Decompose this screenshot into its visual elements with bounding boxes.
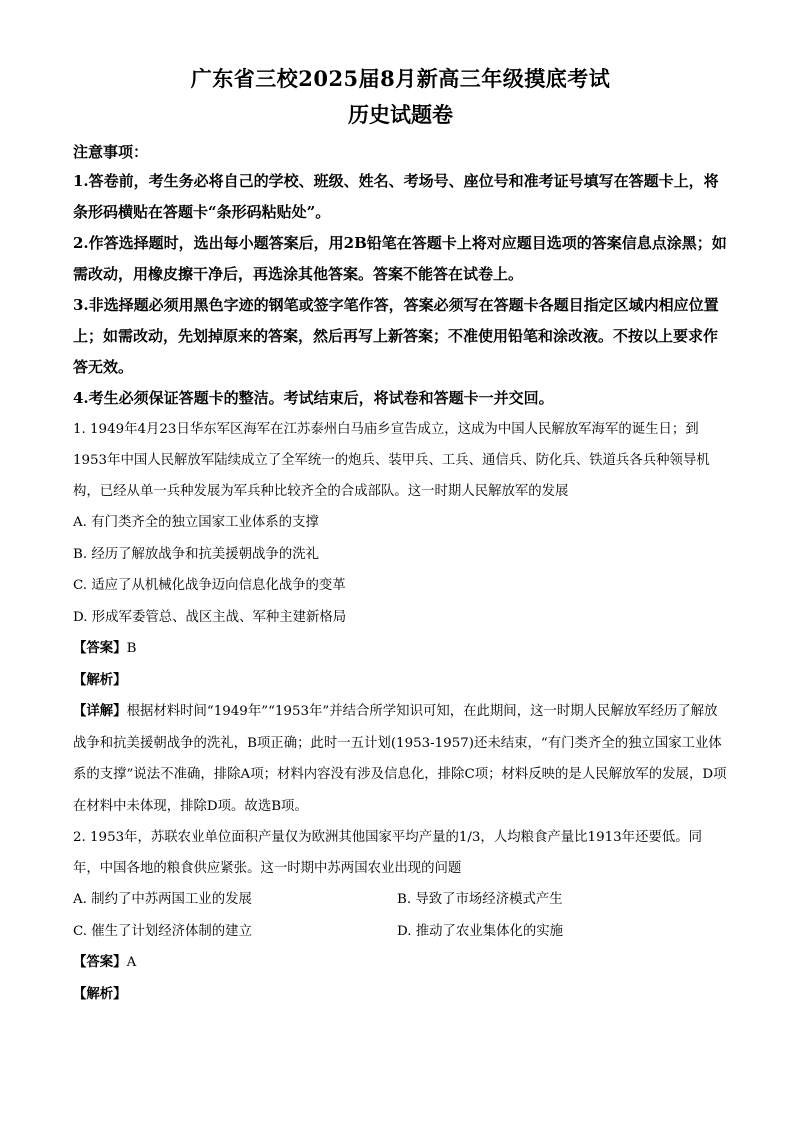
question-1-stem: 1. 1949年4月23日华东军区海军在江苏泰州白马庙乡宣告成立，这成为中国人民解放军海军的诞生日；到1953年中国人民解放军陆续成立了全军统一的炮兵、装甲兵、工兵、通信兵、防化兵、铁道兵各兵种领导机构，已经从单一兵种发展为军兵种比较齐全的合成部队。这一时期人民解放军的发展 (73, 422, 710, 499)
question-2-answer (73, 947, 728, 979)
question-1-detail (73, 696, 728, 822)
notice-item-4: 4.考生必须保证答题卡的整洁。考试结束后，将试卷和答题卡一并交回。 (73, 389, 554, 407)
question-2-option-b: B. 导致了市场经济模式产生 (397, 892, 563, 907)
detail-text: 根据材料时间“1949年”“1953年”并结合所学知识可知，在此期间，这一时期人民解放军经历了解放战争和抗美援朝战争的洗礼，B项正确；此时一五计划(1953-1957)还未结束，“有门类齐全的独立国家工业体系的支撑”说法不准确，排除A项；材料内容没有涉及信息化，排除C项；材料反映的是人民解放军的发展，D项在材料中未体现，排除D项。故选B项。 (73, 704, 727, 814)
question-1-option-c: C. 适应了从机械化战争迈向信息化战争的变革 (73, 578, 346, 593)
question-2-option-d: D. 推动了农业集体化的实施 (397, 923, 564, 939)
question-1-answer (73, 633, 728, 665)
question-2-options-row-2 (73, 916, 728, 948)
notice-item-1: 1.答卷前，考生务必将自己的学校、班级、姓名、考场号、座位号和准考证号填写在答题卡上，将条形码横贴在答题卡“条形码粘贴处”。 (73, 172, 719, 221)
question-1-option-d: D. 形成军委管总、战区主战、军种主建新格局 (73, 609, 347, 625)
question-2-option-c: C. 催生了计划经济体制的建立 (73, 923, 252, 939)
question-2-stem: 2. 1953年，苏联农业单位面积产量仅为欧洲其他国家平均产量的1/3，人均粮食产量比1913年还要低。同年，中国各地的粮食供应紧张。这一时期中苏两国农业出现的问题 (73, 830, 702, 876)
notice-item-3: 3.非选择题必须用黑色字迹的钢笔或签字笔作答，答案必须写在答题卡各题目指定区域内相应位置上；如需改动，先划掉原来的答案，然后再写上新答案；不准使用铅笔和涂改液。不按以上要求作答无效。 (73, 296, 719, 376)
question-1-analysis (73, 665, 728, 697)
question-2-option-a: A. 制约了中苏两国工业的发展 (73, 892, 252, 907)
question-1-option-a: A. 有门类齐全的独立国家工业体系的支撑 (73, 515, 319, 530)
exam-subtitle: 历史试题卷 (348, 102, 453, 127)
notice-item-2: 2.作答选择题时，选出每小题答案后，用2B铅笔在答题卡上将对应题目选项的答案信息点涂黑；如需改动，用橡皮擦干净后，再选涂其他答案。答案不能答在试卷上。 (73, 234, 727, 283)
detail-tag: 【详解】 (73, 703, 127, 719)
answer-tag: 【答案】 (73, 640, 127, 656)
answer-value: B (126, 641, 137, 656)
question-2-analysis (73, 979, 728, 1011)
question-1-option-b: B. 经历了解放战争和抗美援朝战争的洗礼 (73, 546, 319, 562)
analysis-tag: 【解析】 (73, 985, 127, 1002)
exam-title: 广东省三校2025届8月新高三年级摸底考试 (190, 66, 611, 91)
analysis-tag: 【解析】 (73, 671, 127, 688)
answer-tag: 【答案】 (73, 954, 127, 970)
answer-value: A (126, 955, 137, 970)
notice-heading: 注意事项： (73, 143, 149, 161)
question-2-options-row-1 (73, 884, 728, 916)
